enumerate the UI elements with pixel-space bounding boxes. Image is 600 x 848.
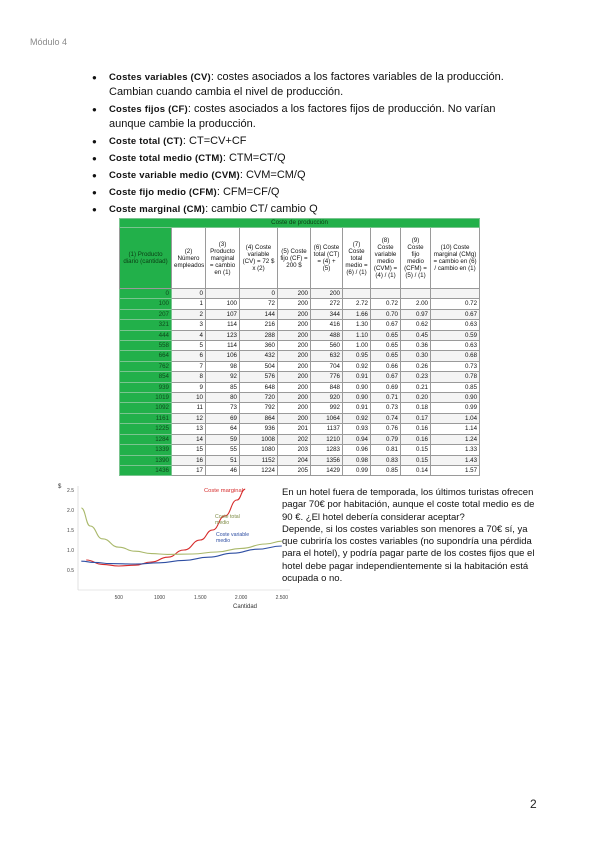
table-cell: 46 [206, 465, 240, 475]
table-cell: 0.79 [371, 434, 401, 444]
table-cell: 7 [172, 361, 206, 371]
table-cell: 202 [278, 434, 311, 444]
table-row [120, 455, 480, 465]
definition-text: : CT=CV+CF [182, 135, 247, 147]
annotation-coste-variable-medio: Coste variable medio [216, 532, 250, 544]
table-cell: 0.94 [343, 434, 371, 444]
y-axis-label: $ [58, 484, 62, 490]
table-row [120, 413, 480, 423]
table-cell [431, 289, 480, 299]
table-cell: 0.91 [343, 372, 371, 382]
table-cell: 776 [311, 372, 343, 382]
table-cell: 0.16 [401, 434, 431, 444]
table-cell: 200 [278, 413, 311, 423]
table-cell: 272 [311, 299, 343, 309]
table-cell: 80 [206, 393, 240, 403]
hotel-example [282, 487, 540, 585]
column-header: (7) Coste total medio = (6) / (1) [343, 228, 371, 289]
table-cell: 0 [172, 289, 206, 299]
table-cell: 0.21 [401, 382, 431, 392]
table-cell: 12 [172, 413, 206, 423]
table-cell: 848 [311, 382, 343, 392]
table-cell: 0.81 [371, 445, 401, 455]
table-cell: 1.57 [431, 465, 480, 475]
y-tick-label: 1.5 [67, 528, 74, 534]
table-cell: 1.33 [431, 445, 480, 455]
table-cell: 1225 [120, 424, 172, 434]
table-cell: 432 [240, 351, 278, 361]
column-header: (2) Número empleados [172, 228, 206, 289]
table-row [120, 330, 480, 340]
hotel-answer: Depende, si los costes variables son menores a 70€ sí, ya que cubriría los costes variables (no supondría una pérdida para el hotel), y podría pagar parte de los costes fijos que el hotel debe pagar independientemente si la habitación está ocupada o no. [282, 523, 535, 585]
table-cell: 2.00 [401, 299, 431, 309]
table-cell: 0.66 [371, 361, 401, 371]
table-cell: 100 [120, 299, 172, 309]
table-cell: 4 [172, 330, 206, 340]
y-tick-label: 2.0 [67, 508, 74, 514]
chart-svg [58, 478, 298, 613]
table-cell: 1.04 [431, 413, 480, 423]
table-cell: 15 [172, 445, 206, 455]
table-cell: 632 [311, 351, 343, 361]
table-cell: 936 [240, 424, 278, 434]
table-cell: 51 [206, 455, 240, 465]
definition-item [92, 168, 532, 183]
table-cell: 72 [240, 299, 278, 309]
definition-text: : cambio CT/ cambio Q [205, 203, 318, 215]
table-cell: 203 [278, 445, 311, 455]
table-cell [206, 289, 240, 299]
definition-text: : CFM=CF/Q [216, 186, 280, 198]
cost-table-container [119, 218, 479, 476]
table-cell: 762 [120, 361, 172, 371]
table-cell: 0.85 [431, 382, 480, 392]
table-cell: 55 [206, 445, 240, 455]
table-cell: 0.78 [431, 372, 480, 382]
table-cell: 1429 [311, 465, 343, 475]
table-cell: 0.15 [401, 455, 431, 465]
table-cell: 144 [240, 309, 278, 319]
table-row [120, 361, 480, 371]
annotation-coste-marginal: Coste marginal [204, 488, 243, 494]
table-cell: 0.15 [401, 445, 431, 455]
table-cell: 0.74 [371, 413, 401, 423]
table-cell: 10 [172, 393, 206, 403]
definition-term: Costes variables (CV) [109, 72, 211, 83]
table-cell: 0.97 [401, 309, 431, 319]
x-tick-label: 500 [114, 595, 123, 601]
y-tick-label: 1.0 [67, 548, 74, 554]
table-cell: 1152 [240, 455, 278, 465]
table-cell: 720 [240, 393, 278, 403]
table-header-row [120, 228, 480, 289]
table-cell: 1.43 [431, 455, 480, 465]
table-cell: 1.10 [343, 330, 371, 340]
definition-term: Coste total medio (CTM) [109, 153, 223, 164]
table-cell: 504 [240, 361, 278, 371]
table-row [120, 434, 480, 444]
x-tick-label: 2.500 [275, 595, 289, 601]
table-cell: 204 [278, 455, 311, 465]
table-cell: 1.00 [343, 341, 371, 351]
table-cell: 207 [120, 309, 172, 319]
table-cell: 200 [278, 351, 311, 361]
table-cell: 0.98 [343, 455, 371, 465]
table-cell: 0 [120, 289, 172, 299]
table-cell: 416 [311, 320, 343, 330]
table-cell: 0.26 [401, 361, 431, 371]
definition-text: : costes asociados a los factores fijos de producción. No varían aunque cambie la producción. [109, 103, 496, 130]
table-cell: 73 [206, 403, 240, 413]
table-cell: 6 [172, 351, 206, 361]
table-cell: 648 [240, 382, 278, 392]
column-header: (9) Coste fijo medio (CFM) = (5) / (1) [401, 228, 431, 289]
table-cell: 2.72 [343, 299, 371, 309]
table-row [120, 289, 480, 299]
table-cell: 0.65 [371, 351, 401, 361]
table-row [120, 382, 480, 392]
definition-item [92, 102, 532, 132]
x-axis-label: Cantidad [233, 604, 258, 610]
table-cell: 200 [278, 341, 311, 351]
table-cell [371, 289, 401, 299]
table-cell: 560 [311, 341, 343, 351]
table-cell: 17 [172, 465, 206, 475]
table-cell: 92 [206, 372, 240, 382]
table-cell: 0.59 [431, 330, 480, 340]
table-cell: 321 [120, 320, 172, 330]
table-body [120, 289, 480, 476]
table-cell: 0.72 [431, 299, 480, 309]
table-cell: 1.14 [431, 424, 480, 434]
table-cell: 13 [172, 424, 206, 434]
table-cell: 1.30 [343, 320, 371, 330]
table-row [120, 320, 480, 330]
table-cell: 200 [311, 289, 343, 299]
table-cell: 344 [311, 309, 343, 319]
column-header: (3) Producto marginal = cambio en (1) [206, 228, 240, 289]
table-cell: 0.30 [401, 351, 431, 361]
table-cell: 0.93 [343, 424, 371, 434]
hotel-question: En un hotel fuera de temporada, los últimos turistas ofrecen pagar 70€ por habitación, aunque el coste total medio es de 90 €. ¿El hotel debería considerar aceptar? [282, 487, 535, 523]
table-cell: 16 [172, 455, 206, 465]
y-tick-label: 0.5 [67, 568, 74, 574]
table-cell: 0.73 [371, 403, 401, 413]
table-cell: 200 [278, 403, 311, 413]
table-cell: 0.18 [401, 403, 431, 413]
table-cell: 664 [120, 351, 172, 361]
table-cell: 1390 [120, 455, 172, 465]
table-cell: 0.67 [371, 372, 401, 382]
table-cell: 11 [172, 403, 206, 413]
table-cell: 0.92 [343, 413, 371, 423]
table-cell: 0.68 [431, 351, 480, 361]
table-cell: 0.14 [401, 465, 431, 475]
table-cell: 1339 [120, 445, 172, 455]
table-cell: 69 [206, 413, 240, 423]
table-cell: 59 [206, 434, 240, 444]
definition-item [92, 134, 532, 149]
definition-item [92, 202, 532, 217]
column-header: (5) Coste fijo (CF) = 200 $ [278, 228, 311, 289]
table-cell: 0.63 [431, 341, 480, 351]
table-cell: 205 [278, 465, 311, 475]
table-cell: 792 [240, 403, 278, 413]
table-cell: 216 [240, 320, 278, 330]
table-cell: 98 [206, 361, 240, 371]
y-tick-label: 2.5 [67, 488, 74, 494]
column-header: (6) Coste total (CT) = (4) + (5) [311, 228, 343, 289]
table-cell: 0.67 [371, 320, 401, 330]
table-cell [401, 289, 431, 299]
table-cell: 200 [278, 320, 311, 330]
table-cell: 992 [311, 403, 343, 413]
table-cell: 0.17 [401, 413, 431, 423]
table-row [120, 351, 480, 361]
table-cell: 558 [120, 341, 172, 351]
table-cell: 200 [278, 289, 311, 299]
table-cell: 200 [278, 330, 311, 340]
table-cell: 1436 [120, 465, 172, 475]
definition-term: Costes fijos (CF) [109, 104, 188, 115]
series-line-2 [81, 546, 281, 564]
table-cell: 920 [311, 393, 343, 403]
table-cell: 100 [206, 299, 240, 309]
series-line-1 [81, 508, 281, 554]
table-cell: 488 [311, 330, 343, 340]
table-cell: 1 [172, 299, 206, 309]
table-cell: 0.85 [371, 465, 401, 475]
table-cell: 0.65 [371, 341, 401, 351]
table-cell: 0.63 [431, 320, 480, 330]
table-cell: 114 [206, 320, 240, 330]
table-cell: 1210 [311, 434, 343, 444]
table-cell: 1.24 [431, 434, 480, 444]
table-cell: 360 [240, 341, 278, 351]
table-cell: 1092 [120, 403, 172, 413]
module-label: Módulo 4 [30, 37, 68, 47]
table-cell: 0.65 [371, 330, 401, 340]
table-cell: 0.99 [431, 403, 480, 413]
definition-item [92, 185, 532, 200]
table-title: Coste de producción [120, 219, 480, 228]
table-cell: 9 [172, 382, 206, 392]
table-cell: 0.91 [343, 403, 371, 413]
table-cell: 1356 [311, 455, 343, 465]
table-cell: 0.62 [401, 320, 431, 330]
table-cell: 8 [172, 372, 206, 382]
definition-item [92, 70, 532, 100]
table-cell: 123 [206, 330, 240, 340]
x-tick-label: 1000 [153, 595, 166, 601]
table-row [120, 445, 480, 455]
table-cell: 1008 [240, 434, 278, 444]
table-cell: 0.16 [401, 424, 431, 434]
table-cell: 64 [206, 424, 240, 434]
table-row [120, 465, 480, 475]
table-cell: 0.20 [401, 393, 431, 403]
table-cell: 0.72 [371, 299, 401, 309]
table-cell: 1161 [120, 413, 172, 423]
cost-table [119, 218, 480, 476]
table-cell: 0.70 [371, 309, 401, 319]
table-cell: 1224 [240, 465, 278, 475]
table-cell: 0.92 [343, 361, 371, 371]
definition-term: Coste marginal (CM) [109, 204, 206, 215]
table-cell: 444 [120, 330, 172, 340]
table-row [120, 341, 480, 351]
table-cell: 0.83 [371, 455, 401, 465]
table-row [120, 393, 480, 403]
table-cell: 1284 [120, 434, 172, 444]
table-cell: 0.76 [371, 424, 401, 434]
table-row [120, 424, 480, 434]
column-header: (4) Coste variable (CV) = 72 $ x (2) [240, 228, 278, 289]
table-cell: 85 [206, 382, 240, 392]
table-cell: 1019 [120, 393, 172, 403]
table-cell: 200 [278, 361, 311, 371]
table-cell: 2 [172, 309, 206, 319]
table-cell: 0.23 [401, 372, 431, 382]
table-cell: 1064 [311, 413, 343, 423]
column-header: (10) Coste marginal (CMg) = cambio en (6) / cambio en (1) [431, 228, 480, 289]
table-cell: 0.69 [371, 382, 401, 392]
table-cell: 0.96 [343, 445, 371, 455]
table-cell: 5 [172, 341, 206, 351]
table-cell: 1080 [240, 445, 278, 455]
table-row [120, 299, 480, 309]
table-cell: 0.36 [401, 341, 431, 351]
table-cell: 0 [240, 289, 278, 299]
table-cell: 864 [240, 413, 278, 423]
definition-item [92, 151, 532, 166]
table-cell: 0.45 [401, 330, 431, 340]
table-cell: 0.90 [343, 382, 371, 392]
table-cell: 0.90 [343, 393, 371, 403]
table-cell [343, 289, 371, 299]
table-cell: 0.90 [431, 393, 480, 403]
definition-text: : CTM=CT/Q [222, 152, 286, 164]
table-row [120, 403, 480, 413]
table-cell: 1137 [311, 424, 343, 434]
page-number: 2 [530, 797, 537, 811]
table-cell: 200 [278, 299, 311, 309]
table-cell: 201 [278, 424, 311, 434]
table-cell: 3 [172, 320, 206, 330]
definition-text: : CVM=CM/Q [239, 169, 306, 181]
table-row [120, 309, 480, 319]
table-cell: 854 [120, 372, 172, 382]
table-cell: 114 [206, 341, 240, 351]
table-cell: 200 [278, 372, 311, 382]
table-row [120, 372, 480, 382]
table-cell: 0.71 [371, 393, 401, 403]
table-cell: 14 [172, 434, 206, 444]
table-cell: 200 [278, 309, 311, 319]
table-cell: 704 [311, 361, 343, 371]
column-header: (8) Coste variable medio (CVM) = (4) / (1) [371, 228, 401, 289]
definition-text: : costes asociados a los factores variables de la producción. Cambian cuando cambia el nivel de producción. [109, 71, 504, 98]
table-cell: 106 [206, 351, 240, 361]
table-cell: 0.99 [343, 465, 371, 475]
table-cell: 107 [206, 309, 240, 319]
x-tick-label: 2.000 [234, 595, 248, 601]
definitions-list [92, 70, 532, 219]
table-cell: 1283 [311, 445, 343, 455]
definition-term: Coste total (CT) [109, 136, 183, 147]
definition-term: Coste fijo medio (CFM) [109, 187, 217, 198]
cost-curves-chart [58, 478, 298, 613]
table-cell: 0.95 [343, 351, 371, 361]
table-cell: 200 [278, 393, 311, 403]
table-cell: 576 [240, 372, 278, 382]
annotation-coste-total-medio: Coste total medio [215, 514, 240, 526]
definition-term: Coste variable medio (CVM) [109, 170, 240, 181]
table-cell: 1.66 [343, 309, 371, 319]
table-cell: 0.67 [431, 309, 480, 319]
table-cell: 288 [240, 330, 278, 340]
column-header: (1) Producto diario (cantidad) [120, 228, 172, 289]
table-cell: 200 [278, 382, 311, 392]
table-cell: 939 [120, 382, 172, 392]
x-tick-label: 1.500 [194, 595, 207, 601]
table-cell: 0.73 [431, 361, 480, 371]
